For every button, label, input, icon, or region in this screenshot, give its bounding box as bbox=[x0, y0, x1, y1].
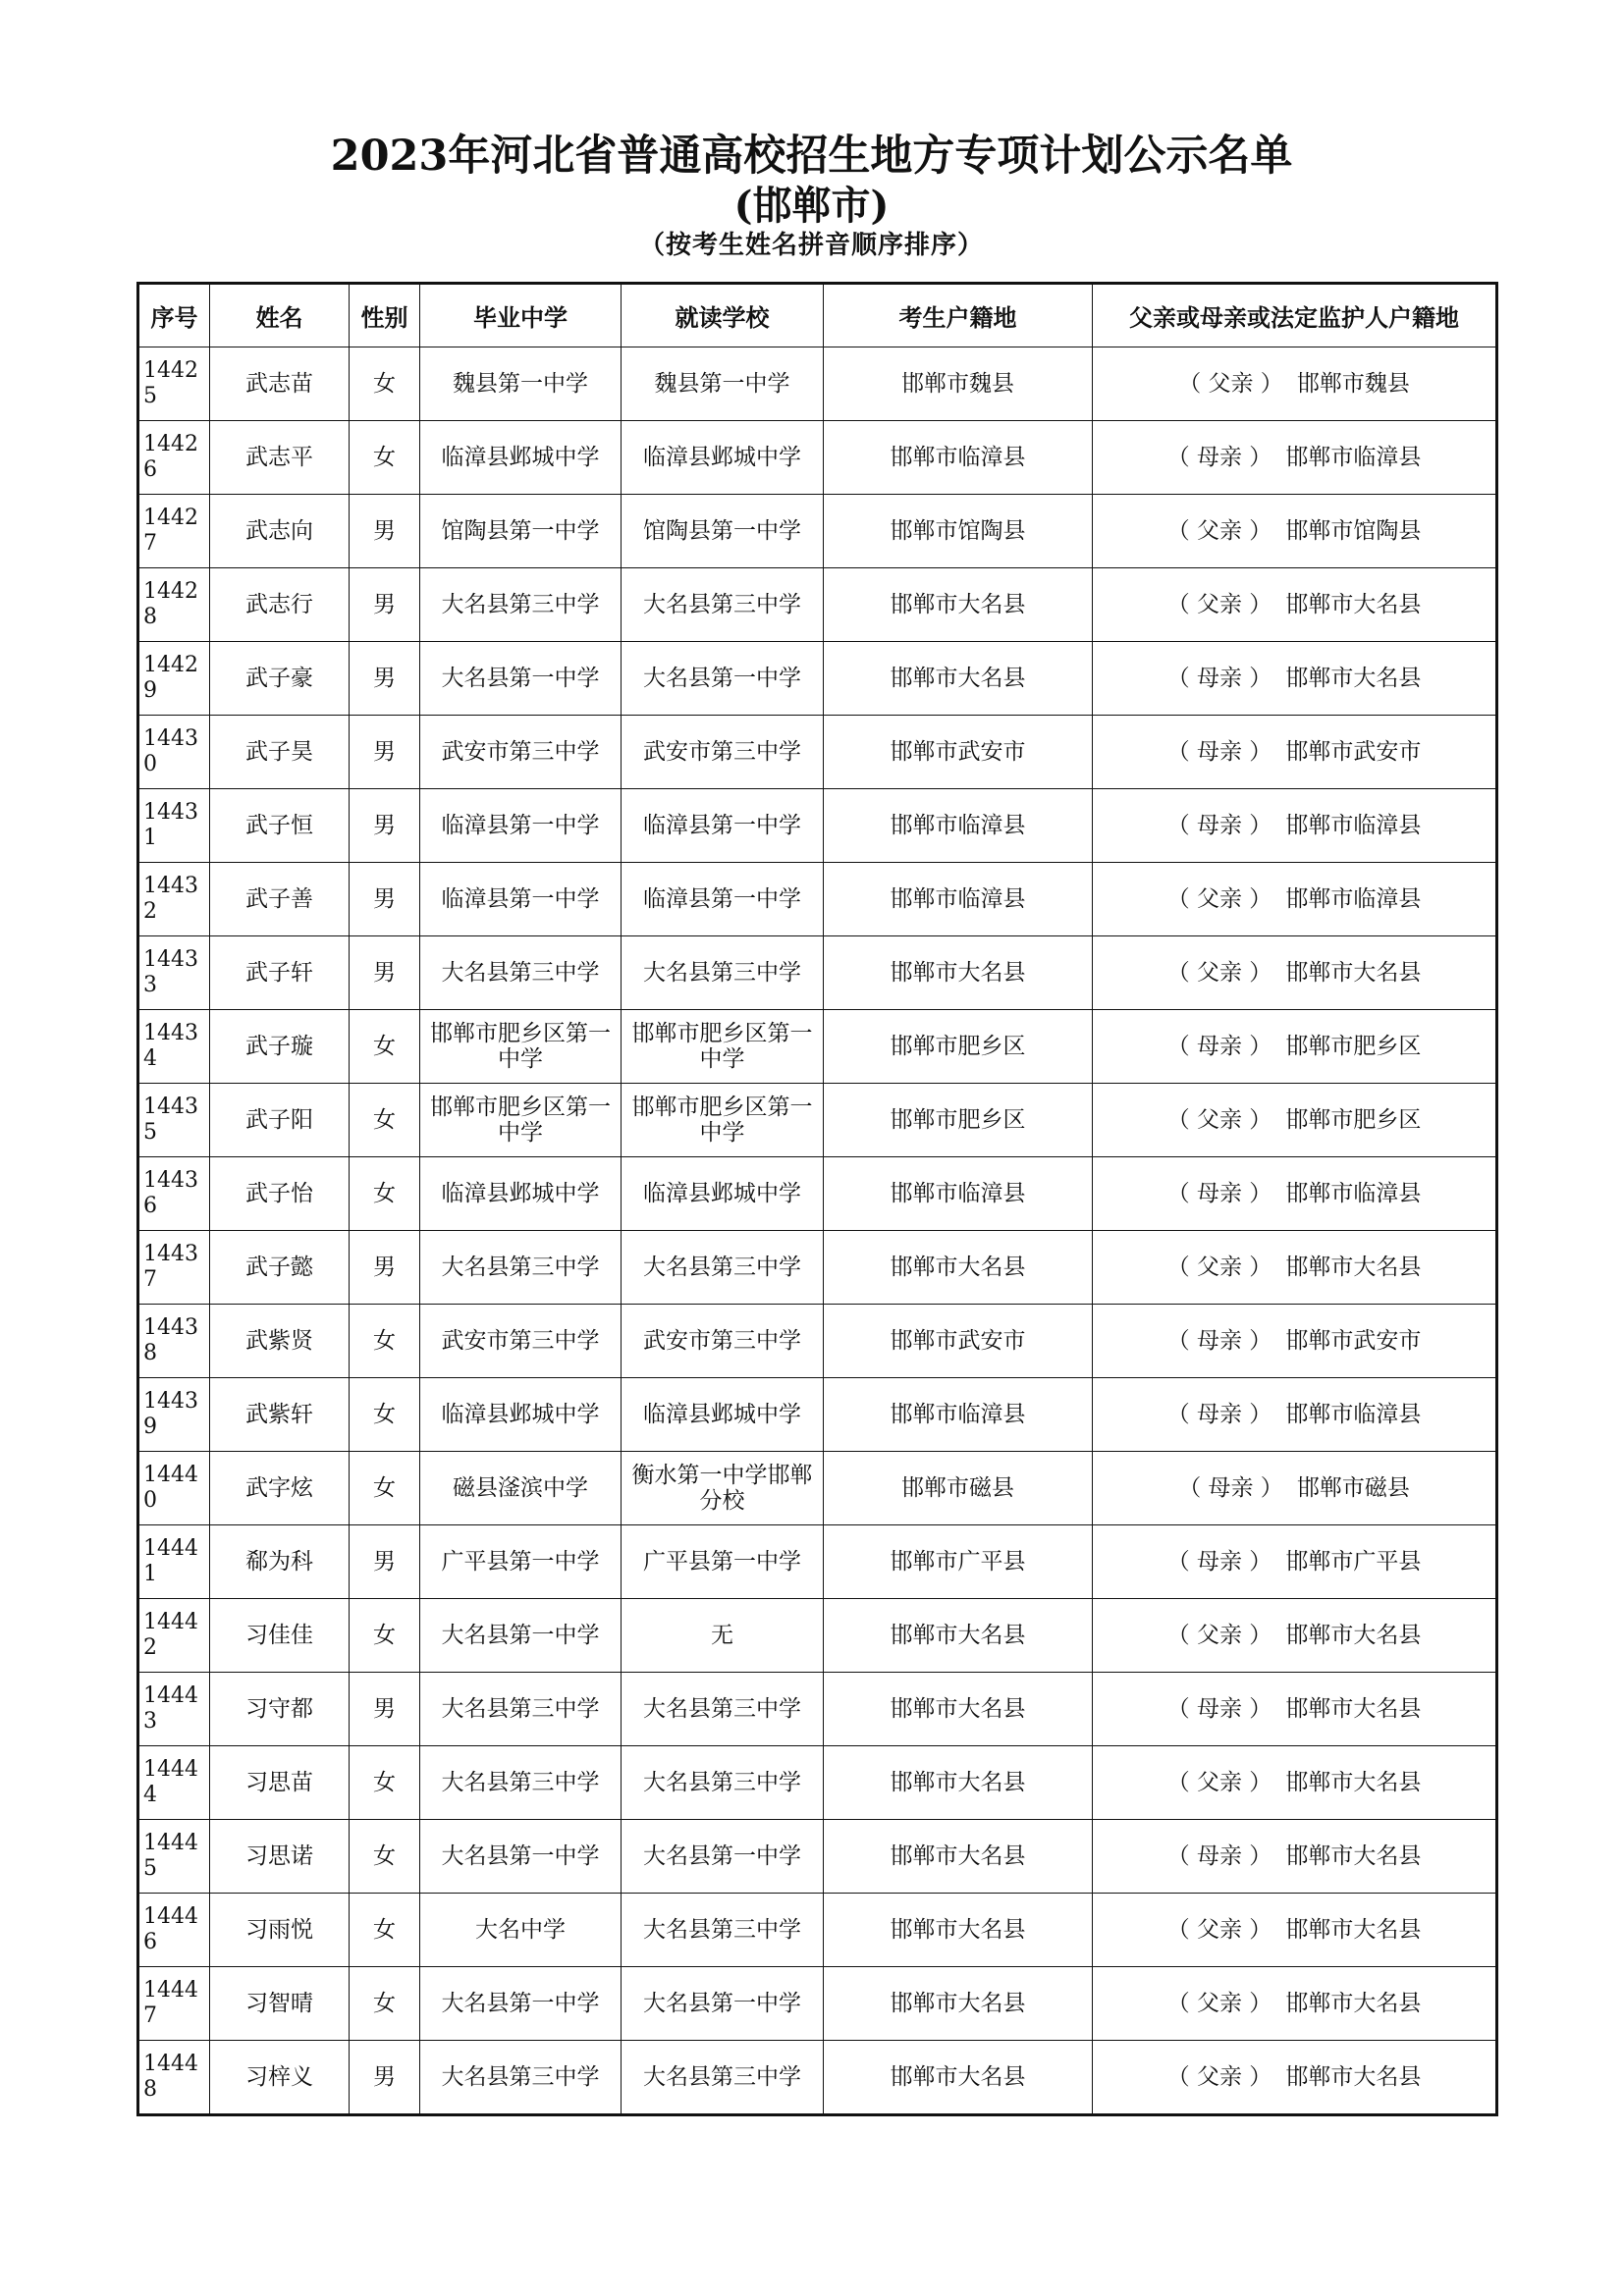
guardian-relation: （ 母亲 ） bbox=[1166, 1034, 1272, 1059]
table-row bbox=[138, 2041, 1497, 2115]
hukou-cell: 邯郸市大名县 bbox=[824, 1746, 1093, 1820]
graduate-school-cell: 大名县第三中学 bbox=[420, 568, 622, 642]
guardian-hukou-place: 邯郸市临漳县 bbox=[1285, 445, 1422, 470]
guardian-relation: （ 母亲 ） bbox=[1166, 666, 1272, 691]
seq-cell: 14429 bbox=[138, 642, 210, 716]
guardian-hukou-cell bbox=[1093, 789, 1497, 863]
table-row bbox=[138, 1452, 1497, 1525]
table-row bbox=[138, 421, 1497, 495]
current-school-cell: 邯郸市肥乡区第一中学 bbox=[622, 1010, 824, 1084]
guardian-relation: （ 母亲 ） bbox=[1166, 1696, 1272, 1722]
seq-cell: 14431 bbox=[138, 789, 210, 863]
current-school-cell: 临漳县第一中学 bbox=[622, 863, 824, 936]
guardian-hukou-place: 邯郸市临漳县 bbox=[1285, 1402, 1422, 1427]
current-school-cell: 大名县第三中学 bbox=[622, 1673, 824, 1746]
graduate-school-cell: 大名县第一中学 bbox=[420, 642, 622, 716]
hukou-cell: 邯郸市大名县 bbox=[824, 1820, 1093, 1894]
current-school-cell: 大名县第一中学 bbox=[622, 642, 824, 716]
guardian-relation: （ 母亲 ） bbox=[1166, 1549, 1272, 1575]
seq-cell: 14427 bbox=[138, 495, 210, 568]
seq-cell: 14433 bbox=[138, 936, 210, 1010]
guardian-relation: （ 父亲 ） bbox=[1166, 518, 1272, 544]
graduate-school-cell: 磁县滏滨中学 bbox=[420, 1452, 622, 1525]
column-header-gender: 性别 bbox=[350, 284, 420, 347]
graduate-school-cell: 大名县第三中学 bbox=[420, 936, 622, 1010]
name-cell: 武子懿 bbox=[210, 1231, 350, 1305]
table-row bbox=[138, 1894, 1497, 1967]
name-cell: 武子豪 bbox=[210, 642, 350, 716]
graduate-school-cell: 馆陶县第一中学 bbox=[420, 495, 622, 568]
current-school-cell: 大名县第三中学 bbox=[622, 936, 824, 1010]
guardian-hukou-place: 邯郸市大名县 bbox=[1285, 666, 1422, 691]
table-row bbox=[138, 1746, 1497, 1820]
hukou-cell: 邯郸市临漳县 bbox=[824, 863, 1093, 936]
seq-cell: 14435 bbox=[138, 1084, 210, 1157]
guardian-relation: （ 父亲 ） bbox=[1166, 1107, 1272, 1133]
current-school-cell: 临漳县邺城中学 bbox=[622, 421, 824, 495]
gender-cell: 女 bbox=[350, 1378, 420, 1452]
column-header-hukou: 考生户籍地 bbox=[824, 284, 1093, 347]
hukou-cell: 邯郸市磁县 bbox=[824, 1452, 1093, 1525]
name-cell: 习思苗 bbox=[210, 1746, 350, 1820]
guardian-relation: （ 父亲 ） bbox=[1166, 1255, 1272, 1280]
hukou-cell: 邯郸市临漳县 bbox=[824, 789, 1093, 863]
table-row bbox=[138, 642, 1497, 716]
seq-cell: 14439 bbox=[138, 1378, 210, 1452]
guardian-relation: （ 母亲 ） bbox=[1166, 739, 1272, 765]
gender-cell: 男 bbox=[350, 2041, 420, 2115]
gender-cell: 男 bbox=[350, 1673, 420, 1746]
guardian-hukou-cell bbox=[1093, 936, 1497, 1010]
current-school-cell: 大名县第一中学 bbox=[622, 1967, 824, 2041]
table-body bbox=[138, 347, 1497, 2115]
guardian-relation: （ 母亲 ） bbox=[1166, 1843, 1272, 1869]
hukou-cell: 邯郸市肥乡区 bbox=[824, 1084, 1093, 1157]
graduate-school-cell: 大名县第三中学 bbox=[420, 1231, 622, 1305]
name-cell: 武志向 bbox=[210, 495, 350, 568]
hukou-cell: 邯郸市魏县 bbox=[824, 347, 1093, 421]
table-row bbox=[138, 1305, 1497, 1378]
seq-cell: 14447 bbox=[138, 1967, 210, 2041]
gender-cell: 女 bbox=[350, 421, 420, 495]
graduate-school-cell: 临漳县第一中学 bbox=[420, 863, 622, 936]
gender-cell: 女 bbox=[350, 1599, 420, 1673]
gender-cell: 男 bbox=[350, 716, 420, 789]
table-row bbox=[138, 1525, 1497, 1599]
guardian-hukou-place: 邯郸市魏县 bbox=[1296, 371, 1410, 397]
guardian-relation: （ 母亲 ） bbox=[1178, 1475, 1283, 1501]
guardian-relation: （ 母亲 ） bbox=[1166, 1181, 1272, 1206]
hukou-cell: 邯郸市大名县 bbox=[824, 1599, 1093, 1673]
hukou-cell: 邯郸市大名县 bbox=[824, 568, 1093, 642]
column-header-name: 姓名 bbox=[210, 284, 350, 347]
guardian-hukou-cell bbox=[1093, 1157, 1497, 1231]
graduate-school-cell: 广平县第一中学 bbox=[420, 1525, 622, 1599]
current-school-cell: 临漳县邺城中学 bbox=[622, 1157, 824, 1231]
name-cell: 武子璇 bbox=[210, 1010, 350, 1084]
guardian-hukou-cell bbox=[1093, 1894, 1497, 1967]
graduate-school-cell: 临漳县第一中学 bbox=[420, 789, 622, 863]
current-school-cell: 广平县第一中学 bbox=[622, 1525, 824, 1599]
guardian-hukou-place: 邯郸市肥乡区 bbox=[1285, 1107, 1422, 1133]
name-cell: 武志行 bbox=[210, 568, 350, 642]
graduate-school-cell: 大名县第三中学 bbox=[420, 1673, 622, 1746]
hukou-cell: 邯郸市武安市 bbox=[824, 1305, 1093, 1378]
table-row bbox=[138, 1820, 1497, 1894]
sort-note: （按考生姓名拼音顺序排序） bbox=[638, 231, 984, 260]
gender-cell: 男 bbox=[350, 642, 420, 716]
guardian-relation: （ 父亲 ） bbox=[1166, 1991, 1272, 2016]
guardian-hukou-place: 邯郸市临漳县 bbox=[1285, 813, 1422, 838]
name-cell: 武子怡 bbox=[210, 1157, 350, 1231]
gender-cell: 男 bbox=[350, 495, 420, 568]
hukou-cell: 邯郸市大名县 bbox=[824, 2041, 1093, 2115]
guardian-hukou-cell bbox=[1093, 1673, 1497, 1746]
gender-cell: 男 bbox=[350, 568, 420, 642]
table-row bbox=[138, 1231, 1497, 1305]
guardian-hukou-cell bbox=[1093, 1305, 1497, 1378]
guardian-hukou-cell bbox=[1093, 1967, 1497, 2041]
seq-cell: 14428 bbox=[138, 568, 210, 642]
graduate-school-cell: 临漳县邺城中学 bbox=[420, 421, 622, 495]
gender-cell: 女 bbox=[350, 1157, 420, 1231]
current-school-cell: 大名县第三中学 bbox=[622, 1231, 824, 1305]
guardian-hukou-place: 邯郸市广平县 bbox=[1285, 1549, 1422, 1575]
seq-cell: 14444 bbox=[138, 1746, 210, 1820]
hukou-cell: 邯郸市临漳县 bbox=[824, 1157, 1093, 1231]
table-row bbox=[138, 1599, 1497, 1673]
gender-cell: 女 bbox=[350, 1305, 420, 1378]
seq-cell: 14436 bbox=[138, 1157, 210, 1231]
guardian-relation: （ 父亲 ） bbox=[1166, 1917, 1272, 1943]
guardian-hukou-place: 邯郸市馆陶县 bbox=[1285, 518, 1422, 544]
table-row bbox=[138, 568, 1497, 642]
document-title: 2023年河北省普通高校招生地方专项计划公示名单 bbox=[330, 132, 1293, 181]
table-row bbox=[138, 1010, 1497, 1084]
current-school-cell: 衡水第一中学邯郸分校 bbox=[622, 1452, 824, 1525]
guardian-hukou-cell bbox=[1093, 1525, 1497, 1599]
table-row bbox=[138, 347, 1497, 421]
name-cell: 郗为科 bbox=[210, 1525, 350, 1599]
name-cell: 武子轩 bbox=[210, 936, 350, 1010]
guardian-hukou-place: 邯郸市磁县 bbox=[1296, 1475, 1410, 1501]
gender-cell: 男 bbox=[350, 863, 420, 936]
table-row bbox=[138, 1967, 1497, 2041]
guardian-hukou-cell bbox=[1093, 863, 1497, 936]
guardian-relation: （ 父亲 ） bbox=[1166, 1623, 1272, 1648]
table-row bbox=[138, 863, 1497, 936]
name-cell: 习智晴 bbox=[210, 1967, 350, 2041]
hukou-cell: 邯郸市大名县 bbox=[824, 1673, 1093, 1746]
name-cell: 武子善 bbox=[210, 863, 350, 936]
guardian-hukou-place: 邯郸市大名县 bbox=[1285, 1917, 1422, 1943]
name-cell: 习佳佳 bbox=[210, 1599, 350, 1673]
current-school-cell: 临漳县邺城中学 bbox=[622, 1378, 824, 1452]
hukou-cell: 邯郸市大名县 bbox=[824, 1967, 1093, 2041]
guardian-hukou-place: 邯郸市大名县 bbox=[1285, 1623, 1422, 1648]
hukou-cell: 邯郸市临漳县 bbox=[824, 1378, 1093, 1452]
guardian-hukou-cell bbox=[1093, 1746, 1497, 1820]
table-row bbox=[138, 1673, 1497, 1746]
table-row bbox=[138, 1084, 1497, 1157]
guardian-hukou-place: 邯郸市武安市 bbox=[1285, 1328, 1422, 1354]
guardian-relation: （ 母亲 ） bbox=[1166, 1402, 1272, 1427]
name-cell: 武紫轩 bbox=[210, 1378, 350, 1452]
current-school-cell: 魏县第一中学 bbox=[622, 347, 824, 421]
guardian-hukou-place: 邯郸市临漳县 bbox=[1285, 886, 1422, 912]
table-header-row bbox=[138, 284, 1497, 347]
guardian-hukou-cell bbox=[1093, 1599, 1497, 1673]
name-cell: 武字炫 bbox=[210, 1452, 350, 1525]
gender-cell: 男 bbox=[350, 789, 420, 863]
seq-cell: 14426 bbox=[138, 421, 210, 495]
seq-cell: 14441 bbox=[138, 1525, 210, 1599]
graduate-school-cell: 临漳县邺城中学 bbox=[420, 1157, 622, 1231]
seq-cell: 14434 bbox=[138, 1010, 210, 1084]
seq-cell: 14425 bbox=[138, 347, 210, 421]
seq-cell: 14446 bbox=[138, 1894, 210, 1967]
table-row bbox=[138, 936, 1497, 1010]
guardian-hukou-cell bbox=[1093, 2041, 1497, 2115]
column-header-seq: 序号 bbox=[138, 284, 210, 347]
guardian-hukou-place: 邯郸市大名县 bbox=[1285, 1770, 1422, 1795]
graduate-school-cell: 大名县第一中学 bbox=[420, 1967, 622, 2041]
current-school-cell: 临漳县第一中学 bbox=[622, 789, 824, 863]
gender-cell: 女 bbox=[350, 1010, 420, 1084]
guardian-hukou-place: 邯郸市临漳县 bbox=[1285, 1181, 1422, 1206]
seq-cell: 14445 bbox=[138, 1820, 210, 1894]
seq-cell: 14430 bbox=[138, 716, 210, 789]
name-cell: 武子阳 bbox=[210, 1084, 350, 1157]
name-cell: 武紫贤 bbox=[210, 1305, 350, 1378]
name-cell: 习思诺 bbox=[210, 1820, 350, 1894]
hukou-cell: 邯郸市大名县 bbox=[824, 936, 1093, 1010]
guardian-hukou-place: 邯郸市大名县 bbox=[1285, 1843, 1422, 1869]
gender-cell: 女 bbox=[350, 1894, 420, 1967]
current-school-cell: 大名县第三中学 bbox=[622, 1894, 824, 1967]
name-cell: 习守都 bbox=[210, 1673, 350, 1746]
guardian-hukou-cell bbox=[1093, 1820, 1497, 1894]
current-school-cell: 大名县第一中学 bbox=[622, 1820, 824, 1894]
table-row bbox=[138, 495, 1497, 568]
hukou-cell: 邯郸市大名县 bbox=[824, 642, 1093, 716]
guardian-hukou-cell bbox=[1093, 495, 1497, 568]
hukou-cell: 邯郸市馆陶县 bbox=[824, 495, 1093, 568]
seq-cell: 14448 bbox=[138, 2041, 210, 2115]
current-school-cell: 大名县第三中学 bbox=[622, 568, 824, 642]
gender-cell: 男 bbox=[350, 936, 420, 1010]
gender-cell: 男 bbox=[350, 1231, 420, 1305]
current-school-cell: 馆陶县第一中学 bbox=[622, 495, 824, 568]
guardian-relation: （ 父亲 ） bbox=[1166, 886, 1272, 912]
guardian-hukou-place: 邯郸市武安市 bbox=[1285, 739, 1422, 765]
seq-cell: 14438 bbox=[138, 1305, 210, 1378]
guardian-hukou-place: 邯郸市大名县 bbox=[1285, 2064, 1422, 2090]
guardian-hukou-place: 邯郸市大名县 bbox=[1285, 592, 1422, 617]
seq-cell: 14432 bbox=[138, 863, 210, 936]
name-cell: 武子恒 bbox=[210, 789, 350, 863]
guardian-relation: （ 父亲 ） bbox=[1166, 1770, 1272, 1795]
hukou-cell: 邯郸市临漳县 bbox=[824, 421, 1093, 495]
column-header-graduate-school: 毕业中学 bbox=[420, 284, 622, 347]
guardian-hukou-cell bbox=[1093, 1010, 1497, 1084]
current-school-cell: 武安市第三中学 bbox=[622, 716, 824, 789]
graduate-school-cell: 大名县第三中学 bbox=[420, 1746, 622, 1820]
name-cell: 习雨悦 bbox=[210, 1894, 350, 1967]
table-row bbox=[138, 1378, 1497, 1452]
hukou-cell: 邯郸市武安市 bbox=[824, 716, 1093, 789]
table-row bbox=[138, 716, 1497, 789]
graduate-school-cell: 武安市第三中学 bbox=[420, 1305, 622, 1378]
seq-cell: 14437 bbox=[138, 1231, 210, 1305]
guardian-hukou-cell bbox=[1093, 642, 1497, 716]
column-header-guardian-hukou: 父亲或母亲或法定监护人户籍地 bbox=[1093, 284, 1497, 347]
guardian-hukou-place: 邯郸市大名县 bbox=[1285, 1696, 1422, 1722]
column-header-current-school: 就读学校 bbox=[622, 284, 824, 347]
guardian-hukou-cell bbox=[1093, 1452, 1497, 1525]
gender-cell: 女 bbox=[350, 1967, 420, 2041]
guardian-hukou-cell bbox=[1093, 568, 1497, 642]
guardian-relation: （ 母亲 ） bbox=[1166, 445, 1272, 470]
current-school-cell: 邯郸市肥乡区第一中学 bbox=[622, 1084, 824, 1157]
guardian-relation: （ 父亲 ） bbox=[1166, 960, 1272, 986]
document-subtitle: (邯郸市) bbox=[733, 183, 890, 229]
hukou-cell: 邯郸市广平县 bbox=[824, 1525, 1093, 1599]
current-school-cell: 武安市第三中学 bbox=[622, 1305, 824, 1378]
guardian-hukou-place: 邯郸市大名县 bbox=[1285, 1255, 1422, 1280]
gender-cell: 女 bbox=[350, 1820, 420, 1894]
guardian-hukou-place: 邯郸市肥乡区 bbox=[1285, 1034, 1422, 1059]
guardian-relation: （ 母亲 ） bbox=[1166, 813, 1272, 838]
hukou-cell: 邯郸市大名县 bbox=[824, 1894, 1093, 1967]
gender-cell: 男 bbox=[350, 1525, 420, 1599]
guardian-hukou-cell bbox=[1093, 1084, 1497, 1157]
hukou-cell: 邯郸市大名县 bbox=[824, 1231, 1093, 1305]
table-row bbox=[138, 1157, 1497, 1231]
guardian-hukou-cell bbox=[1093, 347, 1497, 421]
guardian-relation: （ 父亲 ） bbox=[1178, 371, 1283, 397]
graduate-school-cell: 临漳县邺城中学 bbox=[420, 1378, 622, 1452]
name-cell: 武志苗 bbox=[210, 347, 350, 421]
graduate-school-cell: 大名县第一中学 bbox=[420, 1820, 622, 1894]
graduate-school-cell: 魏县第一中学 bbox=[420, 347, 622, 421]
guardian-hukou-place: 邯郸市大名县 bbox=[1285, 1991, 1422, 2016]
graduate-school-cell: 邯郸市肥乡区第一中学 bbox=[420, 1010, 622, 1084]
guardian-hukou-cell bbox=[1093, 421, 1497, 495]
hukou-cell: 邯郸市肥乡区 bbox=[824, 1010, 1093, 1084]
name-cell: 武子昊 bbox=[210, 716, 350, 789]
guardian-hukou-cell bbox=[1093, 716, 1497, 789]
gender-cell: 女 bbox=[350, 1746, 420, 1820]
gender-cell: 女 bbox=[350, 1084, 420, 1157]
guardian-hukou-place: 邯郸市大名县 bbox=[1285, 960, 1422, 986]
graduate-school-cell: 武安市第三中学 bbox=[420, 716, 622, 789]
current-school-cell: 大名县第三中学 bbox=[622, 1746, 824, 1820]
guardian-hukou-cell bbox=[1093, 1231, 1497, 1305]
graduate-school-cell: 邯郸市肥乡区第一中学 bbox=[420, 1084, 622, 1157]
gender-cell: 女 bbox=[350, 347, 420, 421]
table-row bbox=[138, 789, 1497, 863]
seq-cell: 14440 bbox=[138, 1452, 210, 1525]
guardian-relation: （ 父亲 ） bbox=[1166, 592, 1272, 617]
roster-table bbox=[136, 282, 1498, 2116]
graduate-school-cell: 大名中学 bbox=[420, 1894, 622, 1967]
name-cell: 武志平 bbox=[210, 421, 350, 495]
gender-cell: 女 bbox=[350, 1452, 420, 1525]
name-cell: 习梓义 bbox=[210, 2041, 350, 2115]
guardian-relation: （ 母亲 ） bbox=[1166, 1328, 1272, 1354]
guardian-relation: （ 父亲 ） bbox=[1166, 2064, 1272, 2090]
graduate-school-cell: 大名县第三中学 bbox=[420, 2041, 622, 2115]
guardian-hukou-cell bbox=[1093, 1378, 1497, 1452]
current-school-cell: 无 bbox=[622, 1599, 824, 1673]
current-school-cell: 大名县第三中学 bbox=[622, 2041, 824, 2115]
graduate-school-cell: 大名县第一中学 bbox=[420, 1599, 622, 1673]
seq-cell: 14443 bbox=[138, 1673, 210, 1746]
seq-cell: 14442 bbox=[138, 1599, 210, 1673]
